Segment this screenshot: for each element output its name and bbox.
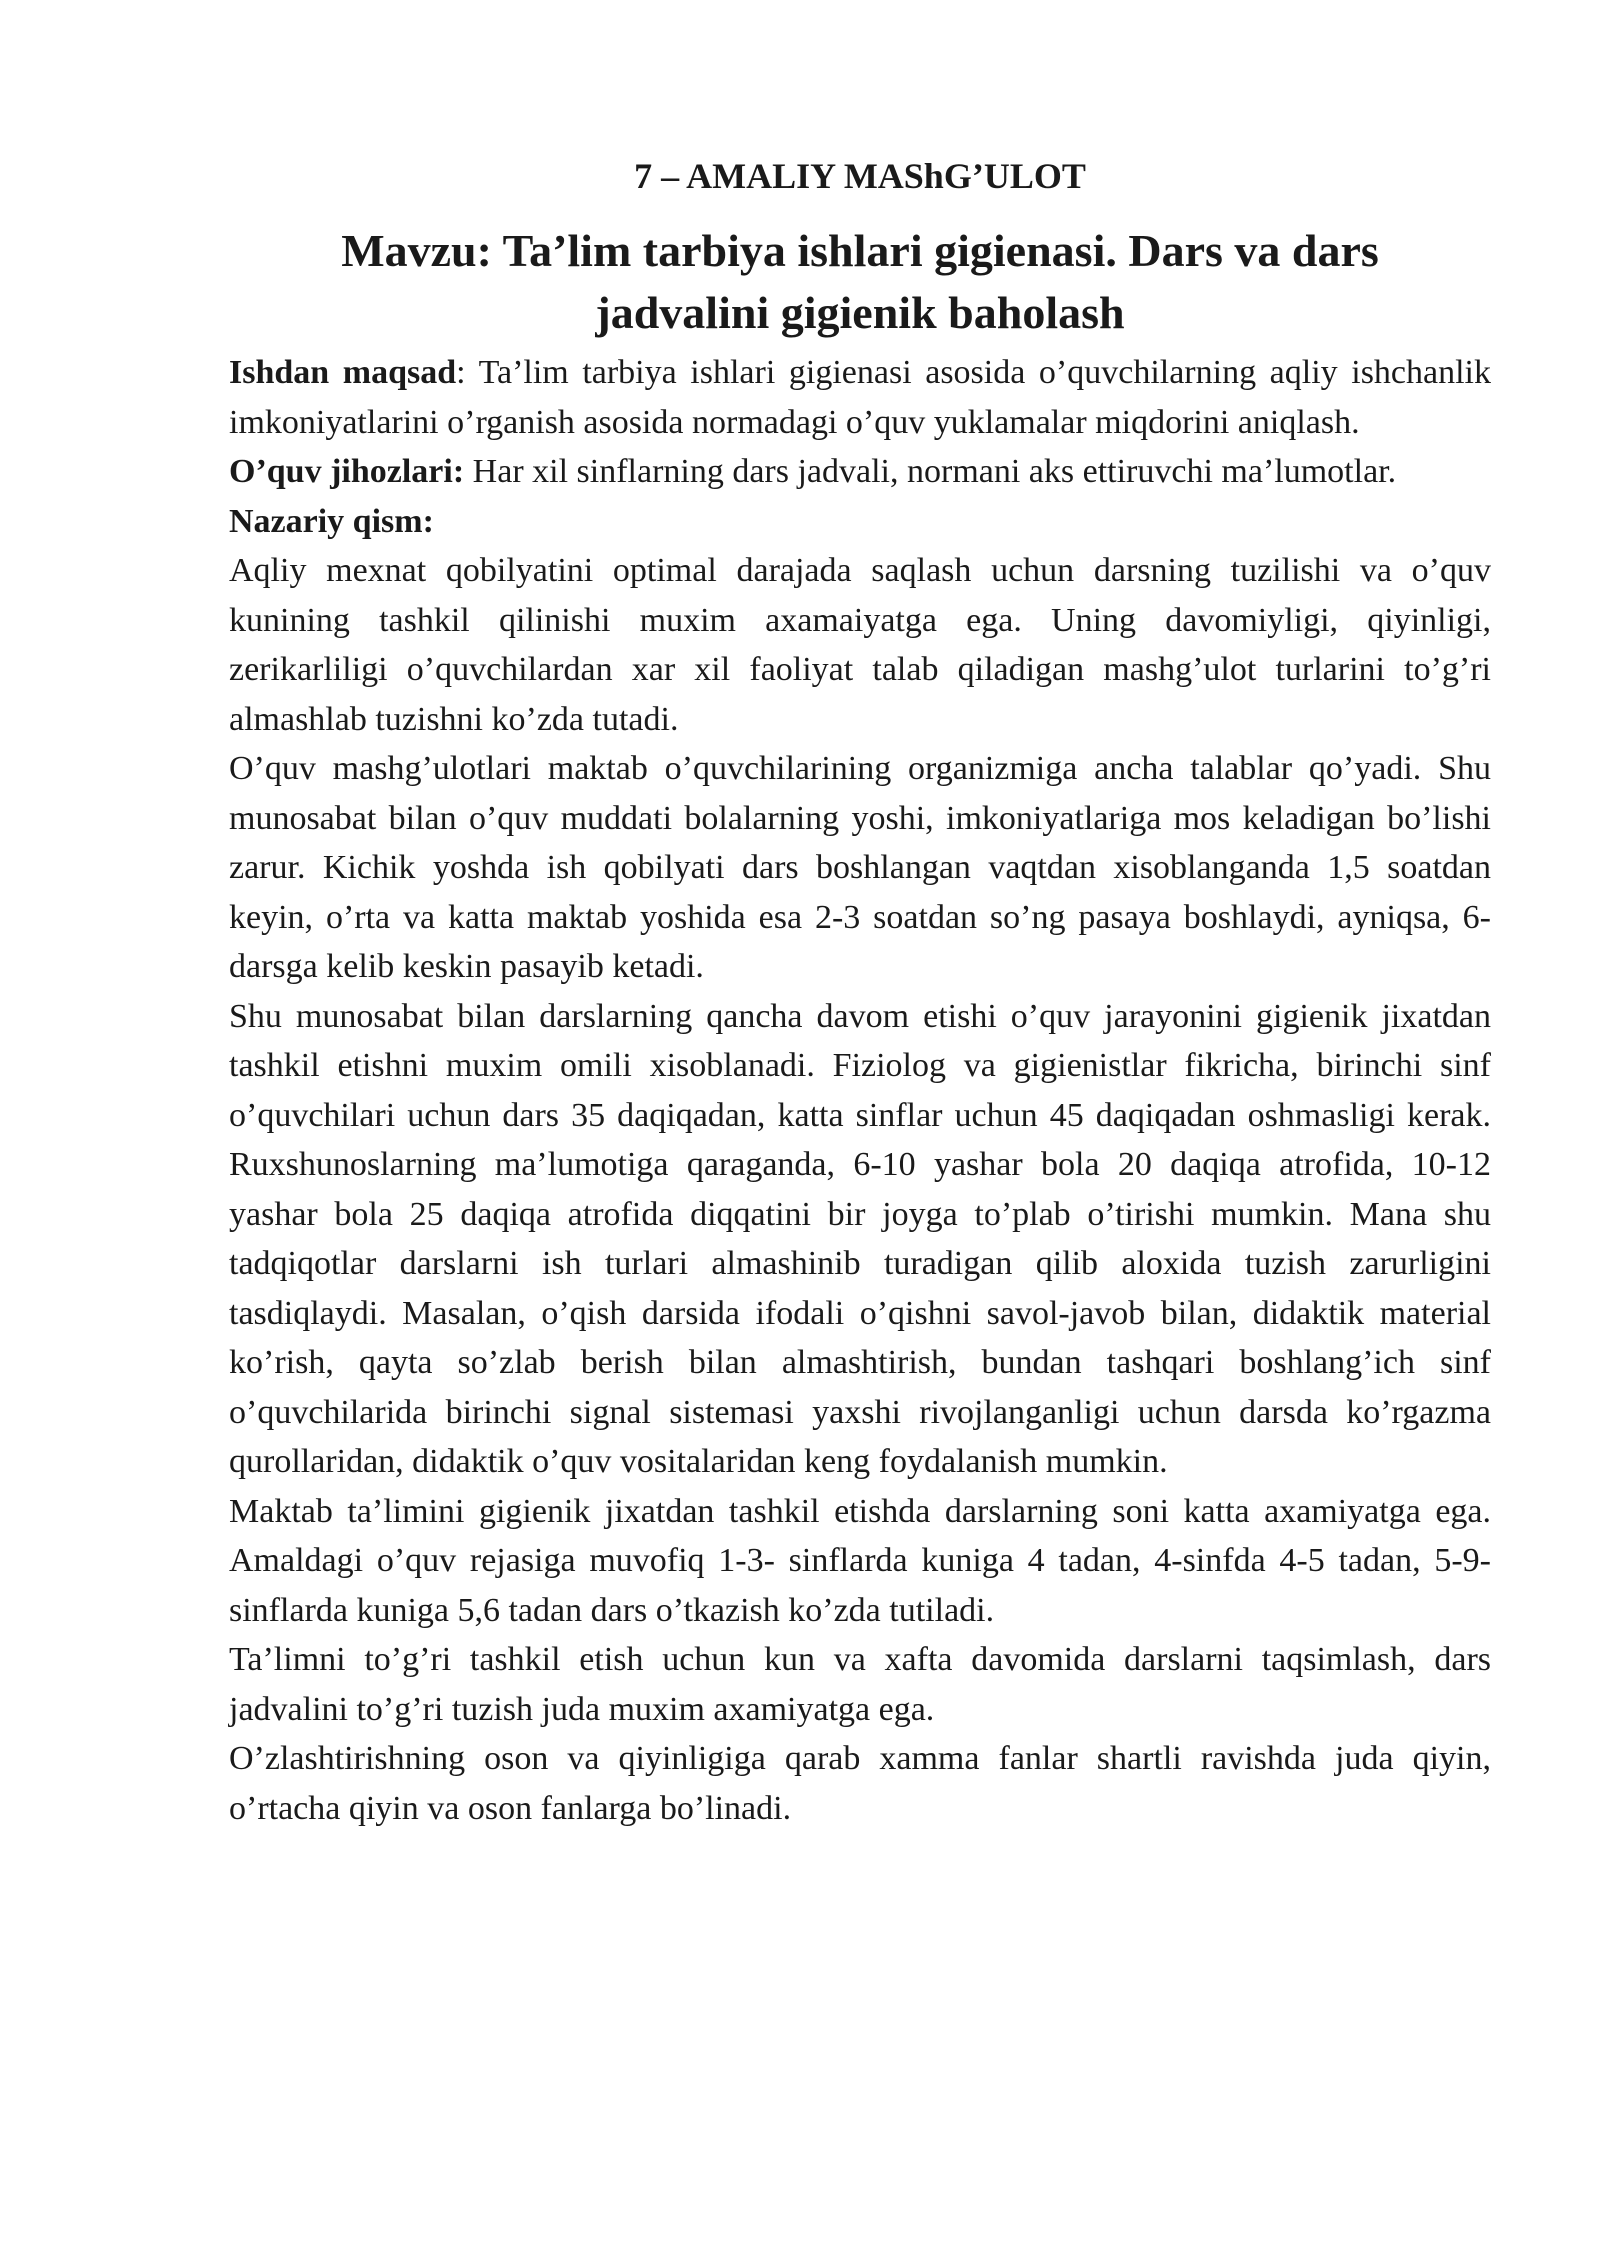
theory-paragraph-5: Ta’limni to’g’ri tashkil etish uchun kun va xafta davomida darslarni taqsimlash, dars jadvalini to’g’ri tuzish juda muxim axamiyatga ega. xyxy=(229,1641,1491,1728)
theory-heading: Nazariy qism: xyxy=(229,502,434,540)
equipment-label: O’quv jihozlari: xyxy=(229,453,465,490)
equipment-text: Har xil sinflarning dars jadvali, normani aks ettiruvchi ma’lumotlar. xyxy=(464,453,1397,490)
goal-paragraph xyxy=(229,348,1491,447)
theory-paragraph-4: Maktab ta’limini gigienik jixatdan tashkil etishda darslarning soni katta axamiyatga ega. Amaldagi o’quv rejasiga muvofiq 1-3- sinflarda kuniga 4 tadan, 4-sinfda 4-5 tadan, 5-9-sinflarda kuniga 5,6 tadan dars o’tkazish ko’zda tutiladi. xyxy=(229,1492,1491,1629)
theory-paragraph-3: Shu munosabat bilan darslarning qancha davom etishi o’quv jarayonini gigienik jixatdan tashkil etishni muxim omili xisoblanadi. Fiziolog va gigienistlar fikricha, birinchi sinf o’quvchilari uchun dars 35 daqiqadan, katta sinflar uchun 45 daqiqadan oshmasligi kerak. Ruxshunoslarning ma’lumotiga qaraganda, 6-10 yashar bola 20 daqiqa atrofida, 10-12 yashar bola 25 daqiqa atrofida diqqatini bir joyga to’plab o’tirishi mumkin. Mana shu tadqiqotlar darslarni ish turlari almashinib turadigan qilib aloxida tuzish zarurligini tasdiqlaydi. Masalan, o’qish darsida ifodali o’qishni savol-javob bilan, didaktik material ko’rish, qayta so’zlab berish bilan almashtirish, bundan tashqari boshlang’ich sinf o’quvchilarida birinchi signal sistemasi yaxshi rivojlanganligi uchun darsda ko’rgazma qurollaridan, didaktik o’quv vositalaridan keng foydalanish mumkin. xyxy=(229,997,1491,1480)
theory-paragraph-6: O’zlashtirishning oson va qiyinligiga qarab xamma fanlar shartli ravishda juda qiyin, o’rtacha qiyin va oson fanlarga bo’linadi. xyxy=(229,1740,1491,1827)
topic-title-line-1: Mavzu: Ta’lim tarbiya ishlari gigienasi. Dars va dars xyxy=(341,225,1379,276)
theory-paragraph-2: O’quv mashg’ulotlari maktab o’quvchilarining organizmiga ancha talablar qo’yadi. Shu munosabat bilan o’quv muddati bolalarning yoshi, imkoniyatlariga mos keladigan bo’lishi zarur. Kichik yoshda ish qobilyati dars boshlangan vaqtdan xisoblanganda 1,5 soatdan keyin, o’rta va katta maktab yoshida esa 2-3 soatdan so’ng pasaya boshlaydi, ayniqsa, 6-darsga kelib keskin pasayib ketadi. xyxy=(229,750,1491,985)
topic-title xyxy=(229,220,1491,344)
theory-paragraph-1: Aqliy mexnat qobilyatini optimal darajada saqlash uchun darsning tuzilishi va o’quv kunining tashkil qilinishi muxim axamaiyatga ega. Uning davomiyligi, qiyinligi, zerikarliligi o’quvchilardan xar xil faoliyat talab qiladigan mashg’ulot turlarini to’g’ri almashlab tuzishni ko’zda tutadi. xyxy=(229,552,1491,738)
goal-text: : Ta’lim tarbiya ishlari gigienasi asosida o’quvchilarning aqliy ishchanlik imkoniyatlarini o’rganish asosida normadagi o’quv yuklamalar miqdorini aniqlash. xyxy=(229,354,1491,441)
practice-number-heading: 7 – AMALIY MAShG’ULOT xyxy=(634,156,1086,196)
document-page xyxy=(229,150,1491,1833)
topic-title-line-2: jadvalini gigienik baholash xyxy=(595,287,1125,338)
goal-label: Ishdan maqsad xyxy=(229,354,457,391)
equipment-paragraph xyxy=(229,447,1491,497)
